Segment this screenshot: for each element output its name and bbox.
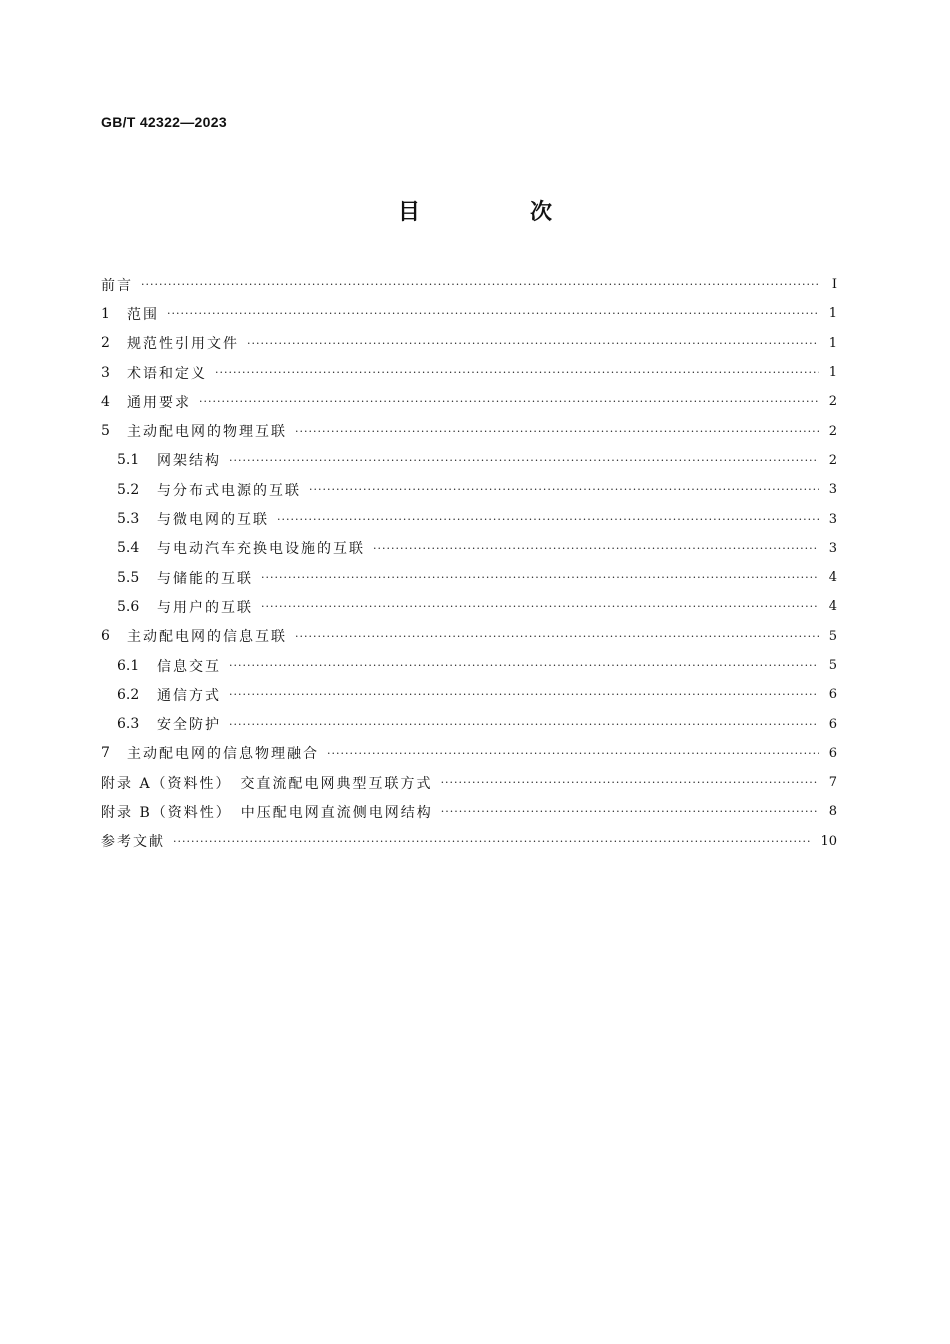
toc-entry-page: 2	[828, 452, 837, 468]
dot-leader	[167, 307, 819, 320]
standard-number: GB/T 42322—2023	[101, 114, 227, 130]
toc-entry[interactable]	[101, 563, 837, 592]
toc-entry-page: 7	[828, 775, 837, 791]
toc-entry-number: 6.3	[117, 716, 140, 733]
toc-entry[interactable]	[101, 504, 837, 533]
toc-entry-number: 5.4	[117, 540, 140, 557]
toc-entry-page: 5	[828, 658, 837, 673]
toc-entry[interactable]	[101, 358, 837, 387]
toc-entry-label: 范围	[127, 306, 159, 323]
toc-entry-number: 6.1	[117, 657, 140, 674]
dot-leader	[229, 688, 819, 701]
toc-entry-page: 3	[828, 540, 837, 556]
dot-leader	[199, 395, 819, 408]
toc-entry-label: 网架结构	[157, 453, 221, 470]
toc-entry-number: 6	[101, 628, 110, 645]
dot-leader	[261, 600, 819, 613]
dot-leader	[327, 747, 819, 760]
page-title: 目 次	[397, 199, 596, 225]
toc-entry-label: 主动配电网的信息物理融合	[127, 746, 319, 763]
toc-entry-number: 5.3	[117, 511, 140, 528]
toc-entry-page: 4	[828, 570, 837, 586]
toc-entry[interactable]	[101, 270, 837, 299]
toc-entry-page: Ⅰ	[831, 277, 837, 293]
toc-entry[interactable]	[101, 299, 837, 328]
dot-leader	[295, 425, 819, 438]
dot-leader	[229, 718, 819, 731]
dot-leader	[295, 630, 819, 643]
dot-leader	[229, 454, 819, 467]
toc-entry-number: 5.2	[117, 481, 140, 498]
toc-entry[interactable]	[101, 797, 837, 826]
toc-entry-number: 6.2	[117, 686, 140, 703]
toc-entry-page: 6	[828, 716, 837, 732]
dot-leader	[441, 776, 819, 789]
toc-entry[interactable]	[101, 709, 837, 738]
toc-entry-number: 4	[101, 393, 110, 410]
dot-leader	[229, 659, 819, 672]
toc-entry-label: 与用户的互联	[157, 599, 253, 616]
dot-leader	[141, 278, 819, 291]
toc-entry-number: 1	[101, 305, 110, 322]
dot-leader	[261, 571, 819, 584]
toc-entry[interactable]	[101, 387, 837, 416]
toc-entry-number: 5.6	[117, 598, 140, 615]
toc-entry[interactable]	[101, 680, 837, 709]
toc-entry-label: 信息交互	[157, 658, 221, 675]
toc-entry-page: 2	[828, 394, 837, 410]
dot-leader	[441, 805, 819, 818]
toc-entry-label: 规范性引用文件	[127, 336, 239, 353]
dot-leader	[373, 542, 819, 555]
toc-entry[interactable]	[101, 329, 837, 358]
dot-leader	[247, 337, 819, 350]
toc-entry[interactable]	[101, 592, 837, 621]
toc-entry-page: 8	[828, 804, 837, 820]
toc-entry-label: 术语和定义	[127, 365, 207, 382]
toc-entry-page: 4	[828, 599, 837, 615]
toc-entry-label: 通用要求	[127, 394, 191, 411]
toc-entry-label: 主动配电网的信息互联	[127, 629, 287, 646]
toc-entry[interactable]	[101, 651, 837, 680]
toc-entry-page: 6	[828, 745, 837, 761]
toc-entry[interactable]	[101, 534, 837, 563]
toc-entry-label: 前言	[101, 277, 133, 294]
toc-entry-page: 5	[828, 628, 837, 644]
table-of-contents	[101, 270, 837, 856]
toc-entry[interactable]	[101, 827, 837, 856]
toc-entry-label: 与分布式电源的互联	[157, 482, 301, 499]
toc-entry-number: 5	[101, 423, 110, 440]
toc-entry-number: 3	[101, 364, 110, 381]
toc-entry[interactable]	[101, 416, 837, 445]
toc-entry-label: 与微电网的互联	[157, 512, 269, 529]
toc-entry[interactable]	[101, 446, 837, 475]
toc-entry-label: 附录 A（资料性） 交直流配电网典型互联方式	[101, 775, 433, 792]
toc-entry-page: 3	[828, 511, 837, 527]
toc-entry[interactable]	[101, 739, 837, 768]
toc-entry-number: 7	[101, 745, 110, 762]
dot-leader	[173, 835, 812, 848]
toc-entry-number: 5.5	[117, 569, 140, 586]
dot-leader	[309, 483, 819, 496]
toc-entry[interactable]	[101, 622, 837, 651]
toc-entry-label: 安全防护	[157, 717, 221, 734]
toc-entry-label: 主动配电网的物理互联	[127, 424, 287, 441]
toc-entry-number: 5.1	[117, 452, 140, 469]
toc-entry-page: 1	[828, 365, 837, 381]
toc-entry-page: 3	[828, 482, 837, 498]
toc-entry-label: 通信方式	[157, 687, 221, 704]
dot-leader	[277, 513, 819, 526]
toc-entry[interactable]	[101, 768, 837, 797]
toc-entry-page: 1	[828, 306, 837, 322]
toc-entry-page: 1	[828, 335, 837, 351]
toc-entry-page: 6	[828, 687, 837, 703]
toc-entry-page: 10	[820, 833, 837, 849]
toc-entry-label: 与电动汽车充换电设施的互联	[157, 541, 365, 558]
dot-leader	[215, 366, 819, 379]
toc-entry-label: 与储能的互联	[157, 570, 253, 587]
toc-entry-page: 2	[828, 423, 837, 439]
toc-entry-number: 2	[101, 335, 110, 352]
toc-entry[interactable]	[101, 475, 837, 504]
toc-entry-label: 参考文献	[101, 834, 165, 851]
toc-entry-label: 附录 B（资料性） 中压配电网直流侧电网结构	[101, 804, 433, 821]
